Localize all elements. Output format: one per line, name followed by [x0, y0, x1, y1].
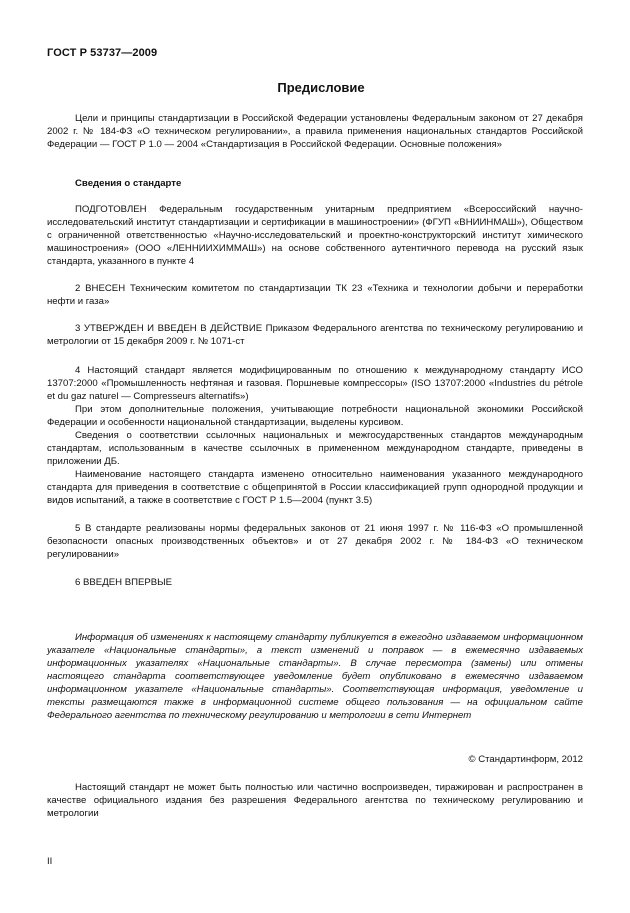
intro-section — [47, 112, 583, 151]
item-1-text: ПОДГОТОВЛЕН Федеральным государственным унитарным предприятием «Всероссийский научно-исследовательский институт стандартизации и сертификации в машиностроении» (ФГУП «ВНИИНМАШ»), Обществом с ограниченной ответственностью «Научно-исследовательский и проектно-конструкторский институт химического машиностроения» (ООО «ЛЕННИИХИММАШ») на основе собственного аутентичного перевода на русский язык стандарта, указанного в пункте 4 — [47, 204, 583, 267]
item-4-title-note: Наименование настоящего стандарта изменено относительно наименования указанного международного стандарта для приведения в соответствие с общепринятой в России классификацией групп однородной продукции и видов испытаний, а также в соответствие с ГОСТ Р 1.5—2004 (пункт 3.5) — [47, 469, 583, 506]
item-1 — [47, 203, 583, 268]
page-number: II — [47, 856, 53, 867]
item-4-text: 4 Настоящий стандарт является модифицированным по отношению к международному стандарту ИСО 13707:2000 «Промышленность нефтяная и газовая. Поршневые компрессоры» (ISO 13707:2000 «Industries du pétrole et du gaz naturel — Compresseurs alternatifs») — [47, 365, 583, 402]
item-2 — [47, 282, 583, 308]
rights-section — [47, 781, 583, 820]
item-4-addition: При этом дополнительные положения, учитывающие потребности национальной экономики Российской Федерации и особенности национальной стандартизации, выделены курсивом. — [47, 404, 583, 428]
item-4-references: Сведения о соответствии ссылочных национальных и межгосударственных стандартов международным стандартам, использованным в качестве ссылочных в примененном международном стандарте, приведены в приложении ДБ. — [47, 430, 583, 467]
info-heading-block — [47, 177, 583, 190]
intro-paragraph: Цели и принципы стандартизации в Российской Федерации установлены Федеральным законом от 27 декабря 2002 г. № 184-ФЗ «О техническом регулировании», а правила применения национальных стандартов Российской Федерации — ГОСТ Р 1.0 — 2004 «Стандартизация в Российской Федерации. Основные положения» — [47, 113, 583, 150]
item-5 — [47, 522, 583, 561]
section-heading: Сведения о стандарте — [75, 178, 182, 189]
standard-code: ГОСТ Р 53737—2009 — [47, 47, 158, 59]
item-2-text: 2 ВНЕСЕН Техническим комитетом по стандартизации ТК 23 «Техника и технологии добычи и переработки нефти и газа» — [47, 283, 583, 307]
page-title: Предисловие — [277, 80, 365, 95]
notice-paragraph: Информация об изменениях к настоящему стандарту публикуется в ежегодно издаваемом информационном указателе «Национальные стандарты», а текст изменений и поправок — в ежемесячно издаваемых информационных указателях «Национальные стандарты». В случае пересмотра (замены) или отмены настоящего стандарта соответствующее уведомление будет опубликовано в ежемесячно издаваемом информационном указателе «Национальные стандарты». Соответствующая информация, уведомление и тексты размещаются также в информационной системе общего пользования — на официальном сайте Федерального агентства по техническому регулированию и метрологии в сети Интернет — [47, 632, 583, 721]
item-3-text: 3 УТВЕРЖДЕН И ВВЕДЕН В ДЕЙСТВИЕ Приказом Федерального агентства по техническому регулированию и метрологии от 15 декабря 2009 г. № 1071-ст — [47, 323, 583, 347]
item-5-text: 5 В стандарте реализованы нормы федеральных законов от 21 июня 1997 г. № 116-ФЗ «О промышленной безопасности опасных производственных объектов» и от 27 декабря 2002 г. № 184-ФЗ «О техническом регулировании» — [47, 523, 583, 560]
item-6-text: 6 ВВЕДЕН ВПЕРВЫЕ — [75, 577, 173, 588]
notice-section — [47, 631, 583, 722]
item-3 — [47, 322, 583, 348]
copyright: © Стандартинформ, 2012 — [468, 754, 583, 765]
rights-paragraph: Настоящий стандарт не может быть полностью или частично воспроизведен, тиражирован и распространен в качестве официального издания без разрешения Федерального агентства по техническому регулированию и метрологии — [47, 782, 583, 819]
item-6 — [47, 576, 583, 589]
item-4 — [47, 364, 583, 507]
